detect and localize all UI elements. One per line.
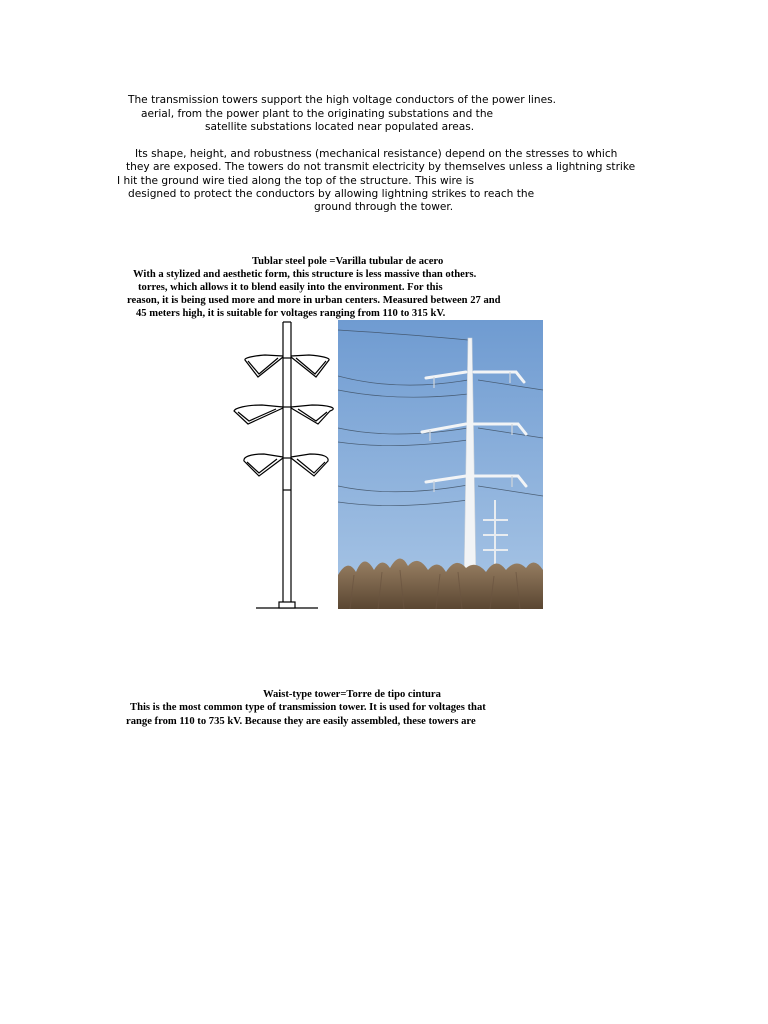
section1-line-4: 45 meters high, it is suitable for voltages ranging from 110 to 315 kV.: [136, 308, 446, 319]
intro-p2-line-3: I hit the ground wire tied along the top of the structure. This wire is: [117, 175, 475, 187]
intro-p1-line-1: The transmission towers support the high voltage conductors of the power lines.: [128, 94, 556, 106]
section1-line-3: reason, it is being used more and more in urban centers. Measured between 27 and: [127, 295, 501, 306]
intro-p2-line-5: ground through the tower.: [314, 201, 454, 213]
intro-p2-line-1: Its shape, height, and robustness (mechanical resistance) depend on the stresses to which: [135, 148, 618, 160]
intro-p2-line-4: designed to protect the conductors by allowing lightning strikes to reach the: [128, 188, 535, 200]
intro-p1-line-2: aerial, from the power plant to the originating substations and the: [141, 108, 494, 120]
section2-line-2: range from 110 to 735 kV. Because they are easily assembled, these towers are: [126, 716, 476, 727]
section2-title: Waist-type tower=Torre de tipo cintura: [263, 689, 441, 700]
section1-title: Tublar steel pole =Varilla tubular de acero: [252, 256, 444, 267]
section1-line-2: torres, which allows it to blend easily into the environment. For this: [138, 282, 443, 293]
section1-line-1: With a stylized and aesthetic form, this structure is less massive than others.: [133, 269, 477, 280]
intro-p2-line-2: they are exposed. The towers do not transmit electricity by themselves unless a lightning strike: [126, 161, 636, 173]
tubular-pole-photo: [338, 320, 543, 609]
intro-p1-line-3: satellite substations located near populated areas.: [205, 121, 475, 133]
section2-line-1: This is the most common type of transmission tower. It is used for voltages that: [130, 702, 486, 713]
tubular-pole-drawing: [230, 320, 334, 612]
